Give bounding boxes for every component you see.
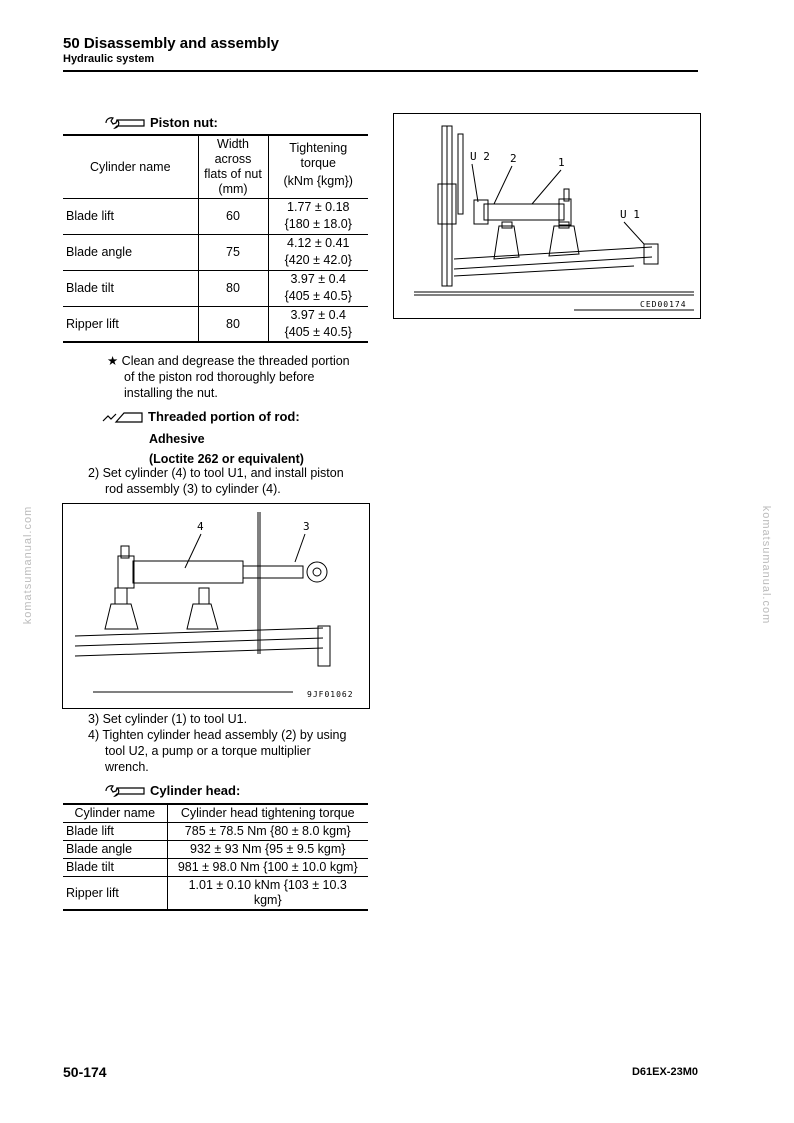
step-3: 3) Set cylinder (1) to tool U1. (88, 712, 248, 726)
header-rule (63, 70, 698, 72)
piston-nut-title-text: Piston nut: (150, 115, 218, 130)
wrench-icon (104, 116, 146, 130)
page-title: 50 Disassembly and assembly (63, 35, 279, 52)
table-row: Blade angle 75 4.12 ± 0.41 {420 ± 42.0} (63, 234, 368, 270)
model-code: D61EX-23M0 (631, 1066, 698, 1078)
table-row: Ripper lift 1.01 ± 0.10 kNm {103 ± 10.3 kgm} (63, 876, 368, 910)
fig1-label-1: 1 (558, 156, 565, 169)
header-width: Width across flats of nut (mm) (198, 135, 268, 198)
table-row: Blade lift 785 ± 78.5 Nm {80 ± 8.0 kgm} (63, 822, 368, 840)
watermark-right: komatsumanual.com (760, 505, 772, 625)
piston-nut-table (63, 134, 368, 343)
page-number: 50-174 (63, 1064, 107, 1080)
note-clean: ★ Clean and degrease the threaded portion of the piston rod thoroughly before installing the nut. (107, 354, 350, 400)
cylinder-head-title (104, 783, 240, 798)
table-row: Blade lift 60 1.77 ± 0.18 {180 ± 18.0} (63, 198, 368, 234)
table-row: Ripper lift 80 3.97 ± 0.4 {405 ± 40.5} (63, 306, 368, 342)
figure-cylinder-on-stand (393, 113, 701, 319)
cylinder-head-table (63, 803, 368, 911)
fig2-label-4: 4 (197, 520, 204, 533)
figure-piston-rod-install (62, 503, 370, 709)
watermark-left: komatsumanual.com (22, 505, 34, 625)
table-row: Blade tilt 80 3.97 ± 0.4 {405 ± 40.5} (63, 270, 368, 306)
fig1-label-u1: U 1 (620, 208, 640, 221)
fig2-label-3: 3 (303, 520, 310, 533)
fig1-label-u2: U 2 (470, 150, 490, 163)
step-4: 4) Tighten cylinder head assembly (2) by using tool U2, a pump or a torque multiplier wrench. (88, 728, 347, 774)
piston-nut-title (104, 115, 218, 130)
adhesive-icon (102, 410, 144, 424)
piston-rod-drawing (63, 504, 369, 708)
table-header-row (63, 135, 368, 198)
wrench-icon (104, 784, 146, 798)
fig1-code: CED00174 (640, 300, 687, 309)
table-row: Blade angle 932 ± 93 Nm {95 ± 9.5 kgm} (63, 840, 368, 858)
fig1-label-2: 2 (510, 152, 517, 165)
table-row: Blade tilt 981 ± 98.0 Nm {100 ± 10.0 kgm} (63, 858, 368, 876)
adhesive-spec: Adhesive (Loctite 262 or equivalent) (149, 432, 304, 466)
header-torque: Tightening torque (kNm {kgm}) (268, 135, 368, 198)
page-subtitle: Hydraulic system (63, 53, 155, 65)
threaded-title-text: Threaded portion of rod: (148, 409, 300, 424)
step-2: 2) Set cylinder (4) to tool U1, and install piston rod assembly (3) to cylinder (4). (88, 466, 344, 496)
fig2-code: 9JF01062 (307, 690, 354, 699)
threaded-title (102, 409, 300, 424)
table-header-row: Cylinder name Cylinder head tightening torque (63, 804, 368, 822)
cylinder-head-title-text: Cylinder head: (150, 783, 241, 798)
cylinder-stand-drawing (394, 114, 700, 318)
header-cylinder-name: Cylinder name (63, 135, 198, 198)
